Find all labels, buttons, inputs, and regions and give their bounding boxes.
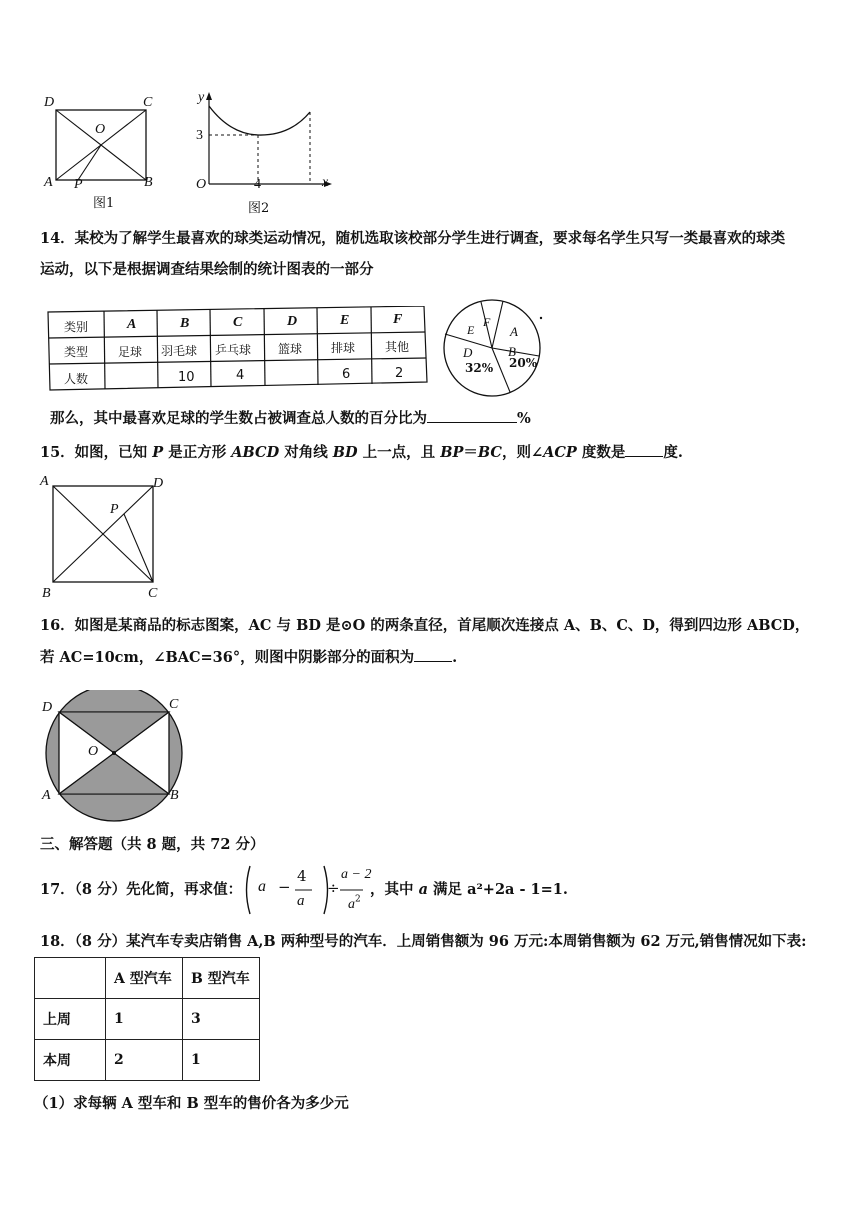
q16-line-1: 16．如图是某商品的标志图案，AC 与 BD 是⊙O 的两条直径，首尾顺次连接点 A、B、C、D，得到四边形 ABCD， [40, 617, 810, 634]
q15-label-c: C [148, 586, 158, 601]
q17-prefix: 17．（8 分）先化简，再求值： [40, 881, 243, 898]
fig1-label-o: O [95, 122, 106, 137]
q18-header-a: A 型汽车 [106, 958, 183, 999]
q14-table-cells [44, 306, 430, 394]
q15-label-d: D [153, 476, 164, 491]
q14-type-f: 其他 [385, 340, 410, 354]
q14-count-b: 10 [178, 370, 195, 385]
q14-cat-d: D [287, 314, 298, 329]
fig1-label-a: A [44, 175, 53, 190]
q14-pie-label-a: A [510, 324, 518, 339]
q18-table [34, 957, 260, 1081]
q16-label-c: C [169, 697, 179, 712]
q18-sub-1: （1）求每辆 A 型车和 B 型车的售价各为多少元 [34, 1095, 349, 1112]
q14-pie-chart [438, 296, 548, 402]
q15-part-10: ，则∠ [501, 444, 544, 461]
q17-a: a [258, 878, 266, 895]
q14-pie-label-d: D [463, 345, 473, 360]
q16-figure [44, 690, 184, 830]
q15-text [40, 443, 683, 463]
q17-suffix [370, 880, 568, 900]
q14-cat-a: A [127, 317, 137, 332]
q15-label-a: A [40, 474, 49, 489]
fig1-label-d: D [44, 95, 55, 110]
q18-cell: 3 [183, 999, 260, 1040]
fig1-caption: 图1 [93, 196, 115, 211]
q14-line-2: 运动，以下是根据调查结果绘制的统计图表的一部分 [40, 261, 374, 278]
q14-type-b: 羽毛球 [161, 344, 198, 358]
q14-question-suffix: % [517, 410, 531, 427]
q14-pie-pct-b: 20% [509, 356, 538, 370]
q17-den2-base: a [348, 897, 355, 912]
q14-row-header-type: 类型 [64, 345, 89, 359]
section-3-heading: 三、解答题（共 8 题，共 72 分） [40, 836, 265, 853]
q17-den2-sup: 2 [355, 894, 361, 905]
q14-answer-blank[interactable] [427, 422, 517, 423]
q14-question-prefix: 那么，其中最喜欢足球的学生数占被调查总人数的百分比为 [50, 410, 427, 427]
q18-cell: 1 [106, 999, 183, 1040]
fig2-label-o: O [196, 177, 207, 192]
q15-part-8: ＝ [463, 444, 478, 461]
fig1-label-b: B [144, 175, 153, 190]
q15-part-acp: ACP [543, 444, 577, 461]
q15-part-bc: BC [477, 444, 502, 461]
q18-header-empty [35, 958, 106, 999]
fig1-label-p: P [74, 177, 83, 192]
q17-num2: a − 2 [341, 867, 372, 882]
q17-minus: − [278, 878, 291, 896]
q17-den-a: a [297, 893, 305, 909]
q18-cell: 2 [106, 1040, 183, 1081]
table-row [35, 958, 260, 999]
q15-figure [40, 476, 170, 591]
fig2-caption: 图2 [248, 201, 270, 216]
q14-type-c: 乒乓球 [215, 343, 252, 357]
q16-line-2-prefix: 若 AC=10cm，∠BAC=36°，则图中阴影部分的面积为 [40, 649, 415, 666]
figure-2 [190, 90, 335, 195]
q16-label-d: D [42, 700, 53, 715]
q15-label-b: B [42, 586, 51, 601]
q14-count-f: 2 [395, 366, 404, 381]
q17-suffix-var: a [418, 881, 428, 898]
q15-part-4: 对角线 [279, 444, 333, 461]
q14-cat-b: B [180, 316, 190, 331]
q17-suffix-post: 满足 a²+2a - 1=1. [427, 881, 568, 898]
q17-suffix-pre: ，其中 [370, 881, 419, 898]
q18-row-label: 本周 [35, 1040, 106, 1081]
fig2-label-three: 3 [196, 128, 203, 143]
q14-line-1: 14．某校为了解学生最喜欢的球类运动情况，随机选取该校部分学生进行调查，要求每名学生只写一类最喜欢的球类 [40, 230, 786, 247]
q18-line: 18．（8 分）某汽车专卖店销售 A,B 两种型号的汽车．上周销售额为 96 万元:本周销售额为 62 万元,销售情况如下表: [40, 933, 807, 950]
q17-den2 [348, 893, 361, 913]
q15-label-p: P [110, 502, 119, 517]
q18-row-label: 上周 [35, 999, 106, 1040]
q17-div: ÷ [327, 879, 340, 897]
q18-header-b: B 型汽车 [183, 958, 260, 999]
q14-pie-label-f: F [483, 315, 491, 329]
q14-pie-label-b: B [508, 344, 516, 359]
q16-label-a: A [42, 788, 51, 803]
q15-part-abcd: ABCD [231, 444, 280, 461]
q14-pie-label-e: E [467, 323, 475, 337]
fig2-label-x: x [322, 175, 329, 190]
q14-type-d: 篮球 [278, 342, 303, 356]
q15-part-p: P [152, 444, 164, 461]
q15-part-12: 度数是 [576, 444, 626, 461]
q14-cat-c: C [233, 315, 243, 330]
q14-cat-e: E [340, 313, 350, 328]
q16-label-o: O [88, 744, 99, 759]
q15-part-0: 15．如图，已知 [40, 444, 153, 461]
q14-row-header-category: 类别 [64, 320, 89, 334]
fig2-label-y: y [198, 90, 205, 105]
q15-part-bp: BP [440, 444, 464, 461]
q16-label-b: B [170, 788, 179, 803]
q14-cat-f: F [393, 312, 403, 327]
q15-answer-blank[interactable] [625, 456, 663, 457]
q15-part-6: 上一点，且 [357, 444, 441, 461]
q15-part-13: 度. [663, 444, 683, 461]
q14-question [50, 409, 531, 429]
fig2-label-four: 4 [254, 177, 261, 192]
q17-num4: 4 [297, 867, 307, 885]
q14-type-e: 排球 [331, 341, 356, 355]
q14-count-c: 4 [236, 368, 245, 383]
fig1-label-c: C [143, 95, 153, 110]
q14-pie-pct-d: 32% [465, 361, 494, 375]
q16-line-2-suffix: . [452, 649, 458, 666]
q18-cell: 1 [183, 1040, 260, 1081]
table-row [35, 1040, 260, 1081]
q16-line-2 [40, 648, 457, 668]
q15-part-2: 是正方形 [163, 444, 232, 461]
q15-part-bd: BD [332, 444, 358, 461]
table-row [35, 999, 260, 1040]
q14-row-header-count: 人数 [64, 372, 89, 386]
q14-count-e: 6 [342, 367, 351, 382]
q14-type-a: 足球 [118, 345, 143, 359]
q16-answer-blank[interactable] [414, 661, 452, 662]
